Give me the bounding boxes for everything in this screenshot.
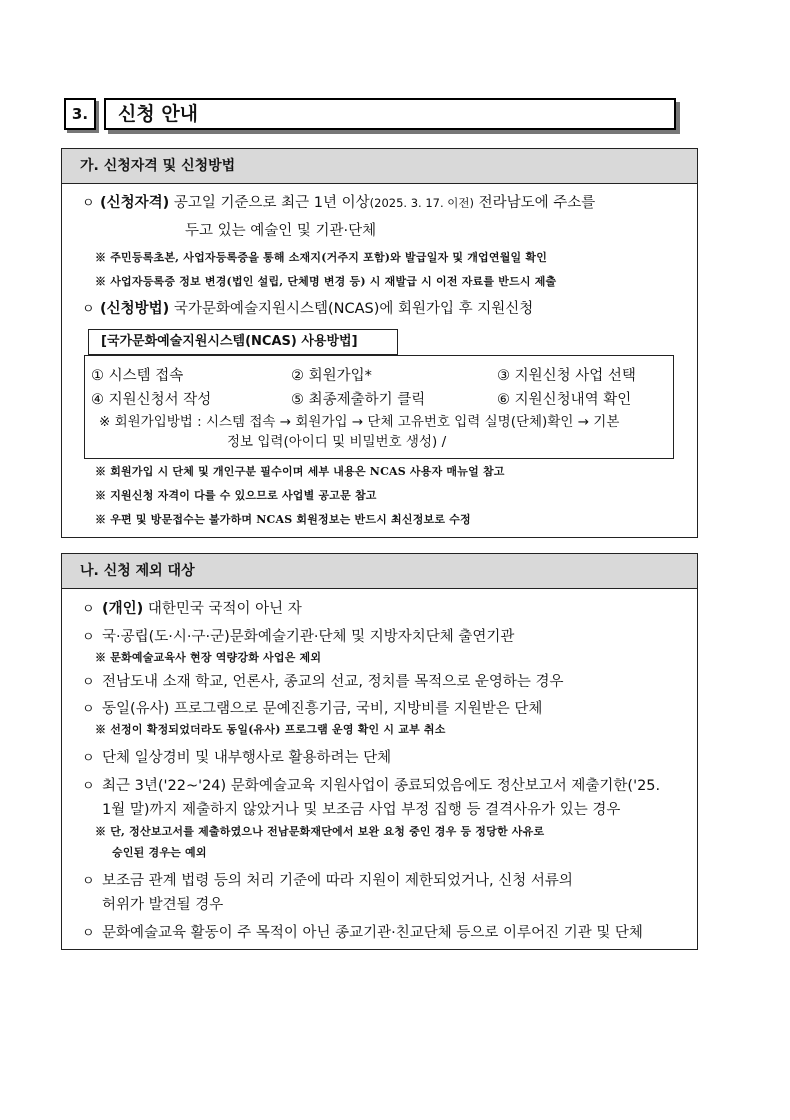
bullet-icon: ㅇ [82, 196, 95, 211]
note: ※ 단, 정산보고서를 제출하였으나 전남문화재단에서 보완 요청 중인 경우 등 정당한 사유로 [95, 825, 545, 838]
exclusion-label: (개인) [102, 601, 144, 617]
note: ※ 주민등록초본, 사업자등록증을 통해 소재지(거주지 포함)와 발급일자 및 개업연월일 확인 [95, 251, 548, 264]
note-line-2: 승인된 경우는 예외 [112, 846, 207, 859]
bullet-icon: ㅇ [82, 602, 95, 617]
box-a-heading: 가. 신청자격 및 신청방법 [62, 149, 697, 184]
note: ※ 지원신청 자격이 다를 수 있으므로 사업별 공고문 참고 [95, 489, 377, 502]
ncas-step: ④ 지원신청서 작성 [91, 392, 212, 408]
ncas-step: ② 회원가입* [291, 368, 372, 384]
ncas-step: ⑤ 최종제출하기 클릭 [291, 392, 426, 408]
exclusion-item: 문화예술교육 활동이 주 목적이 아닌 종교기관·친교단체 등으로 이루어진 기관 및 단체 [102, 925, 643, 941]
exclusion-item: 전남도내 소재 학교, 언론사, 종교의 선교, 정치를 목적으로 운영하는 경우 [102, 674, 564, 690]
section-number: 3. [64, 98, 96, 130]
method-line: (신청방법) 국가문화예술지원시스템(NCAS)에 회원가입 후 지원신청 [100, 301, 534, 317]
signup-method-line-1: ※ 회원가입방법 : 시스템 접속 → 회원가입 → 단체 고유번호 입력 실명(단체)확인 → 기본 [99, 414, 620, 430]
box-b-heading: 나. 신청 제외 대상 [62, 554, 697, 589]
method-label: (신청방법) [100, 301, 170, 317]
ncas-step: ① 시스템 접속 [91, 368, 184, 384]
bullet-icon: ㅇ [82, 874, 95, 889]
note: ※ 우편 및 방문접수는 불가하며 NCAS 회원정보는 반드시 최신정보로 수정 [95, 513, 471, 526]
exclusion-item-line-2: 허위가 발견될 경우 [102, 897, 224, 913]
ncas-label: [국가문화예술지원시스템(NCAS) 사용방법] [88, 329, 398, 355]
ncas-step: ⑥ 지원신청내역 확인 [497, 392, 632, 408]
qualification-line-2: 두고 있는 예술인 및 기관·단체 [185, 223, 377, 239]
bullet-icon: ㅇ [82, 702, 95, 717]
exclusion-item: 동일(유사) 프로그램으로 문예진흥기금, 국비, 지방비를 지원받은 단체 [102, 701, 543, 717]
exclusion-item-line-2: 1월 말)까지 제출하지 않았거나 및 보조금 사업 부정 집행 등 결격사유가 있는 경우 [102, 802, 621, 818]
note: ※ 회원가입 시 단체 및 개인구분 필수이며 세부 내용은 NCAS 사용자 매뉴얼 참고 [95, 465, 505, 478]
exclusion-item: 보조금 관계 법령 등의 처리 기준에 따라 지원이 제한되었거나, 신청 서류의 [102, 873, 573, 889]
exclusion-item: 최근 3년('22~'24) 문화예술교육 지원사업이 종료되었음에도 정산보고서 제출기한('25. [102, 778, 661, 794]
ncas-step: ③ 지원신청 사업 선택 [497, 368, 636, 384]
exclusion-item: 국·공립(도·시·구·군)문화예술기관·단체 및 지방자치단체 출연기관 [102, 629, 515, 645]
bullet-icon: ㅇ [82, 751, 95, 766]
signup-method-line-2: 정보 입력(아이디 및 비밀번호 생성) / [227, 434, 447, 450]
qualification-line: (신청자격) 공고일 기준으로 최근 1년 이상(2025. 3. 17. 이전) 전라남도에 주소를 [100, 195, 596, 211]
bullet-icon: ㅇ [82, 630, 95, 645]
section-title: 신청 안내 [104, 98, 676, 130]
exclusion-item: 단체 일상경비 및 내부행사로 활용하려는 단체 [102, 750, 392, 766]
qualification-label: (신청자격) [100, 195, 170, 211]
note: ※ 문화예술교육사 현장 역량강화 사업은 제외 [95, 651, 322, 664]
exclusion-item: (개인) 대한민국 국적이 아닌 자 [102, 601, 302, 617]
bullet-icon: ㅇ [82, 302, 95, 317]
date-note: (2025. 3. 17. 이전) [369, 196, 474, 210]
ncas-steps-box [84, 355, 674, 459]
bullet-icon: ㅇ [82, 675, 95, 690]
note: ※ 선정이 확정되었더라도 동일(유사) 프로그램 운영 확인 시 교부 취소 [95, 723, 446, 736]
note: ※ 사업자등록증 정보 변경(법인 설립, 단체명 변경 등) 시 재발급 시 이전 자료를 반드시 제출 [95, 275, 557, 288]
bullet-icon: ㅇ [82, 779, 95, 794]
bullet-icon: ㅇ [82, 926, 95, 941]
